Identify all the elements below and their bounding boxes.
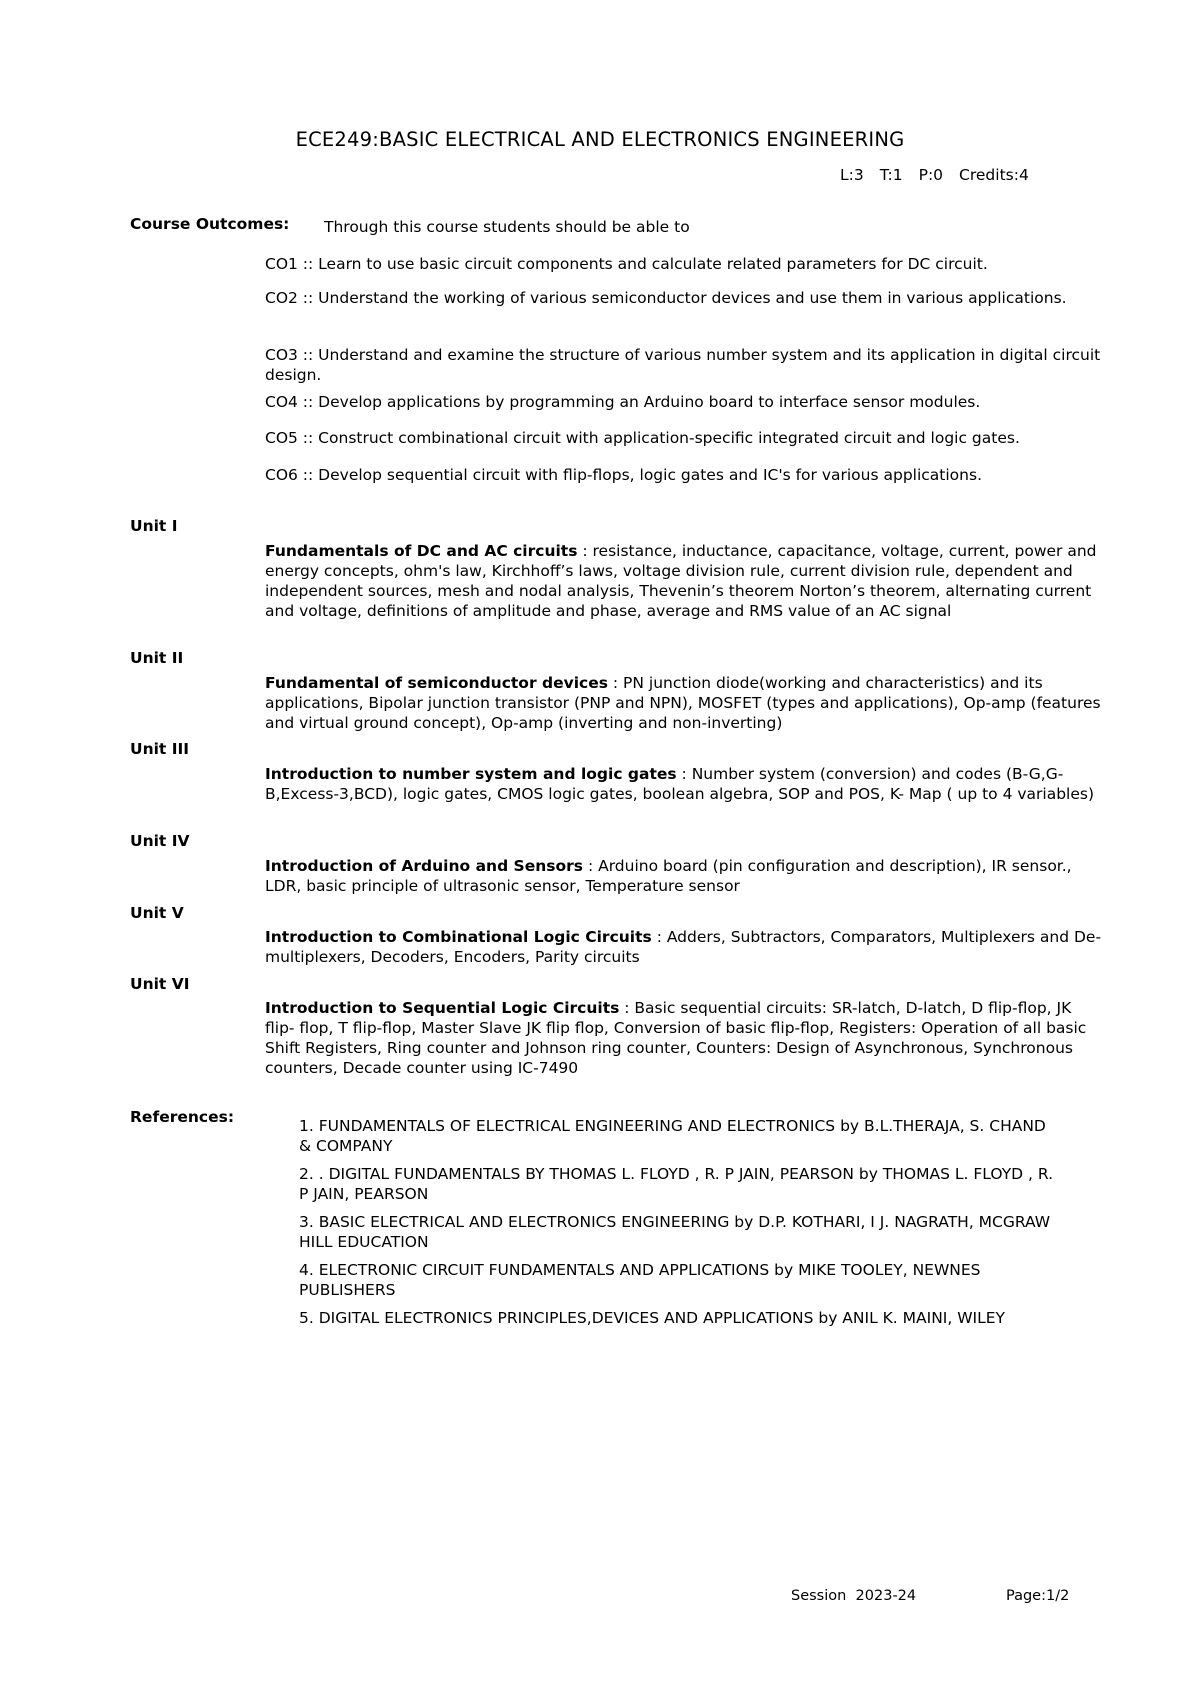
unit-content — [265, 856, 1105, 896]
reference-item: 1. FUNDAMENTALS OF ELECTRICAL ENGINEERING AND ELECTRONICS by B.L.THERAJA, S. CHAND & COMPANY — [299, 1117, 1046, 1155]
unit-description: : Basic sequential circuits: SR-latch, D-latch, D flip-flop, JK flip- flop, T flip-flop, Master Slave JK flip flop, Conversion of basic flip-flop, Registers: Operation of all basic Shift Registers, Ring counter and Johnson ring counter, Counters: Design of Asynchronous, Synchronous counters, Decade counter using IC-7490 — [265, 999, 1087, 1077]
unit-label: Unit III — [130, 740, 190, 758]
unit-label: Unit VI — [130, 975, 190, 993]
outcome-item: CO3 :: Understand and examine the structure of various number system and its application in digital circuit design. — [265, 346, 1101, 384]
references-list — [299, 1116, 1059, 1336]
reference-item: 5. DIGITAL ELECTRONICS PRINCIPLES,DEVICES AND APPLICATIONS by ANIL K. MAINI, WILEY — [299, 1309, 1006, 1327]
course-title: ECE249:BASIC ELECTRICAL AND ELECTRONICS ENGINEERING — [295, 128, 905, 151]
unit-content — [265, 764, 1105, 804]
outcome-item: CO4 :: Develop applications by programming an Arduino board to interface sensor modules. — [265, 393, 981, 411]
unit-heading: Fundamental of semiconductor devices — [265, 674, 608, 692]
outcome-item: CO5 :: Construct combinational circuit with application-specific integrated circuit and logic gates. — [265, 429, 1020, 447]
unit-label: Unit II — [130, 649, 184, 667]
unit-description: : resistance, inductance, capacitance, voltage, current, power and energy concepts, ohm's law, Kirchhoff’s laws, voltage division rule, current division rule, dependent and independent sources, mesh and nodal analysis, Thevenin’s theorem Norton’s theorem, alternating current and voltage, definitions of amplitude and phase, average and RMS value of an AC signal — [265, 542, 1097, 620]
unit-heading: Introduction to number system and logic gates — [265, 765, 677, 783]
page-number: Page:1/2 — [1006, 1588, 1070, 1604]
reference-item: 4. ELECTRONIC CIRCUIT FUNDAMENTALS AND APPLICATIONS by MIKE TOOLEY, NEWNES PUBLISHERS — [299, 1261, 981, 1299]
unit-label: Unit V — [130, 904, 184, 922]
unit-description: : Number system (conversion) and codes (B-G,G-B,Excess-3,BCD), logic gates, CMOS logic gates, boolean algebra, SOP and POS, K- Map ( up to 4 variables) — [265, 765, 1095, 803]
unit-description: : PN junction diode(working and characteristics) and its applications, Bipolar junction transistor (PNP and NPN), MOSFET (types and applications), Op-amp (features and virtual ground concept), Op-amp (inverting and non-inverting) — [265, 674, 1101, 732]
course-outcomes-label: Course Outcomes: — [130, 215, 290, 233]
unit-label: Unit IV — [130, 832, 190, 850]
practical-hours: P:0 — [918, 166, 944, 184]
lecture-hours: L:3 — [840, 166, 864, 184]
outcome-item: CO1 :: Learn to use basic circuit components and calculate related parameters for DC circuit. — [265, 255, 988, 273]
unit-heading: Fundamentals of DC and AC circuits — [265, 542, 578, 560]
unit-heading: Introduction to Combinational Logic Circuits — [265, 928, 652, 946]
reference-item: 2. . DIGITAL FUNDAMENTALS BY THOMAS L. FLOYD , R. P JAIN, PEARSON by THOMAS L. FLOYD , R. P JAIN, PEARSON — [299, 1165, 1054, 1203]
reference-item: 3. BASIC ELECTRICAL AND ELECTRONICS ENGINEERING by D.P. KOTHARI, I J. NAGRATH, MCGRAW HILL EDUCATION — [299, 1213, 1051, 1251]
unit-label: Unit I — [130, 517, 178, 535]
unit-description: : Adders, Subtractors, Comparators, Multiplexers and De-multiplexers, Decoders, Encoders, Parity circuits — [265, 928, 1102, 966]
outcome-item: CO2 :: Understand the working of various semiconductor devices and use them in various applications. — [265, 289, 1067, 307]
course-outcomes-intro: Through this course students should be able to — [324, 218, 690, 236]
ltp-credits — [840, 166, 1045, 184]
unit-heading: Introduction to Sequential Logic Circuits — [265, 999, 620, 1017]
tutorial-hours: T:1 — [879, 166, 903, 184]
unit-content — [265, 541, 1105, 621]
unit-heading: Introduction of Arduino and Sensors — [265, 857, 584, 875]
session-footer: Session 2023-24 — [791, 1588, 917, 1604]
unit-content — [265, 998, 1105, 1078]
credits: Credits:4 — [959, 166, 1029, 184]
unit-description: : Arduino board (pin configuration and description), IR sensor., LDR, basic principle of ultrasonic sensor, Temperature sensor — [265, 857, 1072, 895]
outcome-item: CO6 :: Develop sequential circuit with flip-flops, logic gates and IC's for various applications. — [265, 466, 982, 484]
unit-content — [265, 927, 1105, 967]
references-label: References: — [130, 1108, 235, 1126]
unit-content — [265, 673, 1105, 733]
